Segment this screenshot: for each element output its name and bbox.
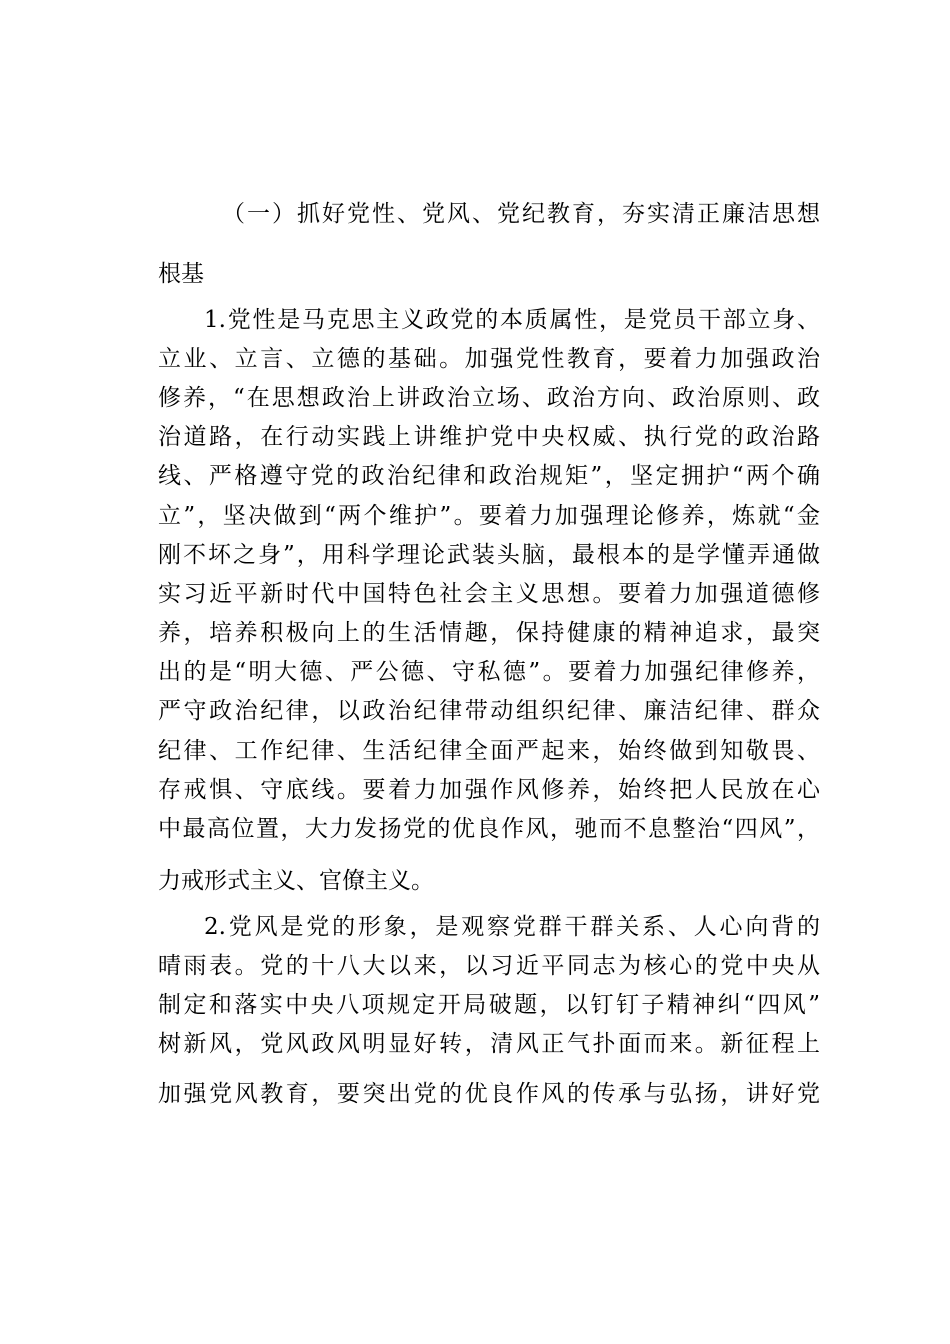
paragraph-1-line: 刚不坏之身”，用科学理论武装头脑，最根本的是学懂弄通做 — [158, 542, 820, 568]
paragraph-1-line: 线、严格遵守党的政治纪律和政治规矩”，坚定拥护“两个确 — [158, 463, 820, 489]
paragraph-1-line: 养，培养积极向上的生活情趣，保持健康的精神追求，最突 — [158, 620, 820, 646]
paragraph-1-line: 1.党性是马克思主义政党的本质属性，是党员干部立身、 — [204, 307, 820, 333]
paragraph-2-line: 2.党风是党的形象，是观察党群干群关系、人心向背的 — [204, 914, 820, 940]
paragraph-1-line: 存戒惧、守底线。要着力加强作风修养，始终把人民放在心 — [158, 777, 820, 803]
paragraph-1-line: 中最高位置，大力发扬党的优良作风，驰而不息整治“四风”， — [158, 816, 820, 842]
paragraph-1-line: 实习近平新时代中国特色社会主义思想。要着力加强道德修 — [158, 581, 820, 607]
paragraph-1-line: 立”，坚决做到“两个维护”。要着力加强理论修养，炼就“金 — [158, 503, 820, 529]
paragraph-2-line: 晴雨表。党的十八大以来，以习近平同志为核心的党中央从 — [158, 953, 820, 979]
paragraph-1-line: 力戒形式主义、官僚主义。 — [158, 868, 434, 894]
paragraph-2-line: 制定和落实中央八项规定开局破题，以钉钉子精神纠“四风” — [158, 992, 820, 1018]
paragraph-2-line: 加强党风教育，要突出党的优良作风的传承与弘扬，讲好党 — [158, 1081, 820, 1107]
paragraph-1-line: 出的是“明大德、严公德、守私德”。要着力加强纪律修养， — [158, 659, 820, 685]
paragraph-1-line: 纪律、工作纪律、生活纪律全面严起来，始终做到知敬畏、 — [158, 738, 820, 764]
paragraph-1-line: 治道路，在行动实践上讲维护党中央权威、执行党的政治路 — [158, 424, 820, 450]
section-heading-line-2: 根基 — [158, 261, 204, 287]
paragraph-2-line: 树新风，党风政风明显好转，清风正气扑面而来。新征程上 — [158, 1031, 820, 1057]
section-heading-line-1: （一）抓好党性、党风、党纪教育，夯实清正廉洁思想 — [222, 201, 820, 227]
paragraph-1-line: 修养，“在思想政治上讲政治立场、政治方向、政治原则、政 — [158, 385, 820, 411]
paragraph-1-line: 严守政治纪律，以政治纪律带动组织纪律、廉洁纪律、群众 — [158, 698, 820, 724]
paragraph-1-line: 立业、立言、立德的基础。加强党性教育，要着力加强政治 — [158, 346, 820, 372]
